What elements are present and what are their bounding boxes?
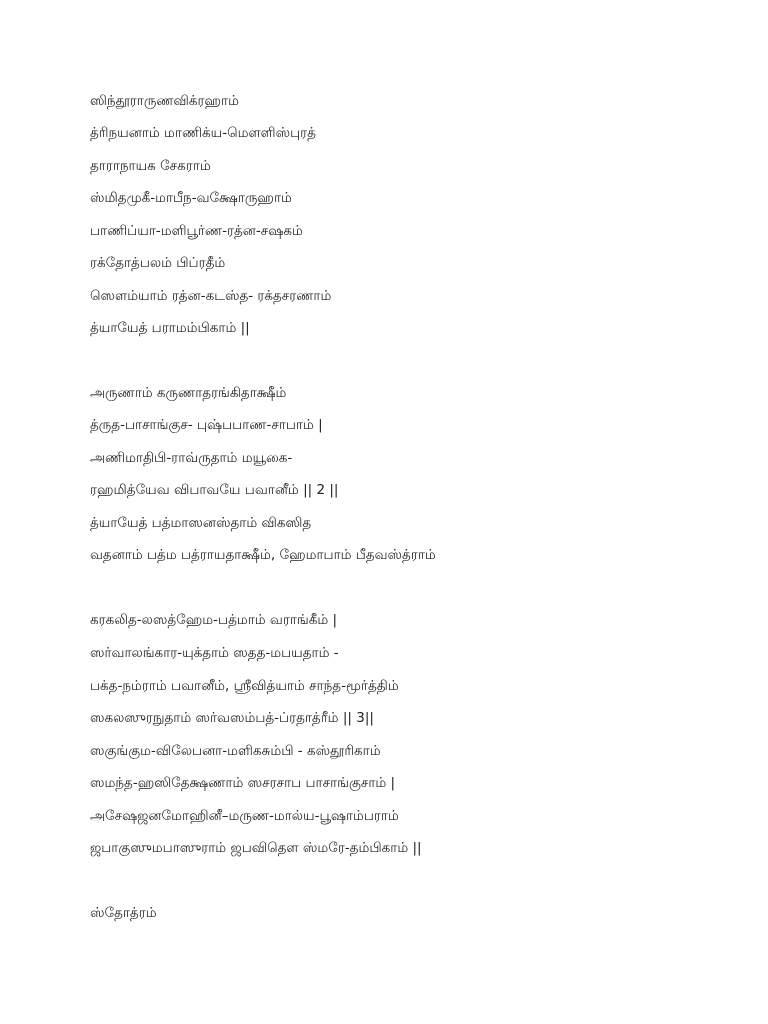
verse-line-6: ரக்தோத்பலம் பிப்ரதீம் <box>90 255 226 271</box>
verse-line-12: ரஹமித்யேவ விபாவயே பவானீம் || 2 || <box>90 482 339 498</box>
verse-line-14: வதனாம் பத்ம பத்ராயதாக்ஷீம், ஹேமாபாம் பீதவஸ்த்ராம் <box>90 547 436 563</box>
section-heading: ஸ்தோத்ரம் <box>90 905 157 921</box>
verse-line-17: பக்த-நம்ராம் பவானீம், ஸ்ரீவித்யாம் சாந்த-மூர்த்திம் <box>90 678 399 694</box>
verse-line-19: ஸகுங்கும-விலேபனா-மளிகசும்பி - கஸ்தூரிகாம் <box>90 743 381 759</box>
verse-line-9: அருணாம் கருணாதரங்கிதாக்ஷீம் <box>90 385 287 401</box>
verse-line-16: ஸர்வாலங்கார-யுக்தாம் ஸதத-மபயதாம் - <box>90 645 339 661</box>
verse-line-10: த்ருத-பாசாங்குச- புஷ்பபாண-சாபாம் | <box>90 417 323 433</box>
verse-line-5: பாணிப்யா-மளிபூர்ண-ரத்ன-சஷகம் <box>90 223 303 239</box>
verse-line-20: ஸமந்த-ஹஸிதேக்ஷணாம் ஸசரசாப பாசாங்குசாம் | <box>90 775 396 791</box>
verse-line-22: ஜபாகுஸுமபாஸுராம் ஜபவிதௌ ஸ்மரே-தம்பிகாம் || <box>90 840 422 856</box>
verse-line-7: ஸௌம்யாம் ரத்ன-கடஸ்த- ரக்தசரணாம் <box>90 288 332 304</box>
verse-line-11: அணிமாதிபி-ராவ்ருதாம் மயூகை- <box>90 450 293 466</box>
verse-line-21: அசேஷஜனமோஹினீ–மருண-மால்ய-பூஷாம்பராம் <box>90 808 399 824</box>
verse-line-2: த்ரிநயனாம் மாணிக்ய-மௌளிஸ்புரத் <box>90 125 316 141</box>
verse-line-18: ஸகலஸுரநுதாம் ஸர்வஸம்பத்-ப்ரதாத்ரீம் || 3|| <box>90 710 374 726</box>
verse-line-13: த்யாயேத் பத்மாஸனஸ்தாம் விகஸித <box>90 515 312 531</box>
verse-line-1: ஸிந்தூராருணவிக்ரஹாம் <box>90 93 239 109</box>
verse-line-8: த்யாயேத் பராமம்பிகாம் || <box>90 320 250 336</box>
verse-line-4: ஸ்மிதமுகீ-மாபீந-வக்ஷோருஹாம் <box>90 190 292 206</box>
verse-line-15: கரகலித-லஸத்ஹேம-பத்மாம் வராங்கீம் | <box>90 612 338 628</box>
verse-line-3: தாராநாயக சேகராம் <box>90 158 211 174</box>
